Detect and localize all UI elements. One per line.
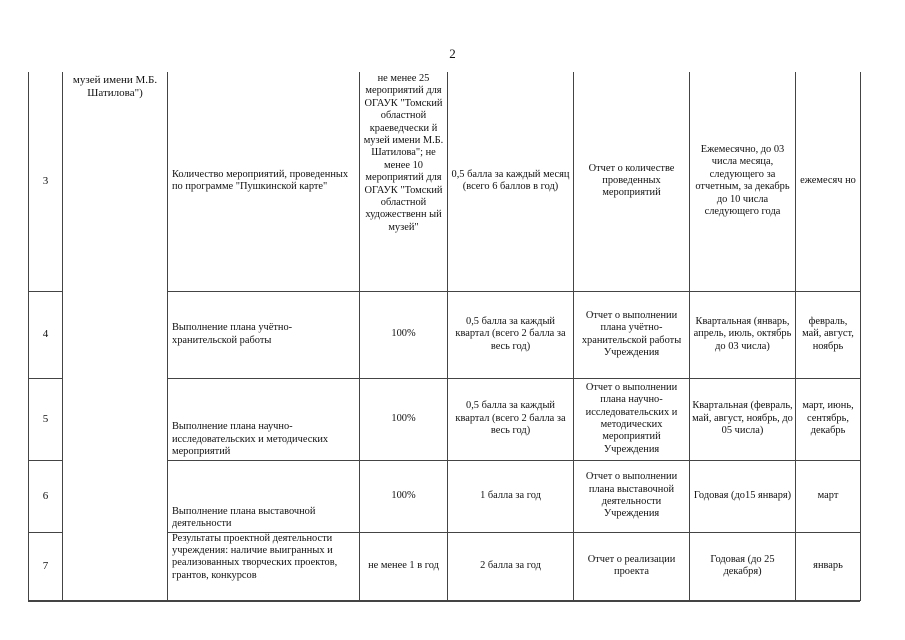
target-value-cell: 100% (360, 291, 448, 378)
row-number: 5 (29, 378, 63, 460)
score-cell: 1 балла за год (448, 460, 574, 532)
row-number: 7 (29, 532, 63, 600)
indicator-cell: Результаты проектной деятельности учреждения: наличие выигранных и реализованных творческих проектов, грантов, конкурсов (168, 532, 360, 600)
score-cell: 0,5 балла за каждый квартал (всего 2 балла за весь год) (448, 378, 574, 460)
deadline-cell: Квартальная (февраль, май, август, ноябрь, до 05 числа) (690, 378, 796, 460)
indicator-cell: Выполнение плана научно-исследовательских и методических мероприятий (168, 378, 360, 460)
period-cell: февраль, май, август, ноябрь (796, 291, 861, 378)
report-cell: Отчет о выполнении плана научно-исследовательских и методических мероприятий Учреждения (574, 378, 690, 460)
row-number: 6 (29, 460, 63, 532)
organization-name: музей имени М.Б. Шатилова") (63, 72, 168, 600)
indicator-cell: Выполнение плана выставочной деятельности (168, 460, 360, 532)
score-cell: 2 балла за год (448, 532, 574, 600)
score-cell: 0,5 балла за каждый квартал (всего 2 балла за весь год) (448, 291, 574, 378)
target-value-cell: не менее 25 мероприятий для ОГАУК "Томский областной краеведчески й музей имени М.Б. Шатилова"; не менее 10 мероприятий для ОГАУК "Томский областной художественн ый музей" (360, 72, 448, 291)
table-row (29, 72, 861, 291)
deadline-cell: Квартальная (январь, апрель, июль, октябрь до 03 числа) (690, 291, 796, 378)
target-value-cell: 100% (360, 460, 448, 532)
row-number: 4 (29, 291, 63, 378)
period-cell: март (796, 460, 861, 532)
period-cell: ежемесяч но (796, 72, 861, 291)
indicator-cell: Выполнение плана учётно-хранительской работы (168, 291, 360, 378)
period-cell: март, июнь, сентябрь, декабрь (796, 378, 861, 460)
indicator-cell: Количество мероприятий, проведенных по программе "Пушкинской карте" (168, 72, 360, 291)
table-bottom-rule (28, 601, 860, 602)
page-number: 2 (449, 46, 456, 61)
deadline-cell: Годовая (до 25 декабря) (690, 532, 796, 600)
period-cell: январь (796, 532, 861, 600)
row-number: 3 (29, 72, 63, 291)
report-cell: Отчет о выполнении плана выставочной деятельности Учреждения (574, 460, 690, 532)
score-cell: 0,5 балла за каждый месяц (всего 6 баллов в год) (448, 72, 574, 291)
deadline-cell: Ежемесячно, до 03 числа месяца, следующего за отчетным, за декабрь до 10 числа следующего года (690, 72, 796, 291)
criteria-table (28, 72, 861, 601)
deadline-cell: Годовая (до15 января) (690, 460, 796, 532)
target-value-cell: 100% (360, 378, 448, 460)
report-cell: Отчет о реализации проекта (574, 532, 690, 600)
target-value-cell: не менее 1 в год (360, 532, 448, 600)
report-cell: Отчет о количестве проведенных мероприятий (574, 72, 690, 291)
report-cell: Отчет о выполнении плана учётно-хранительской работы Учреждения (574, 291, 690, 378)
